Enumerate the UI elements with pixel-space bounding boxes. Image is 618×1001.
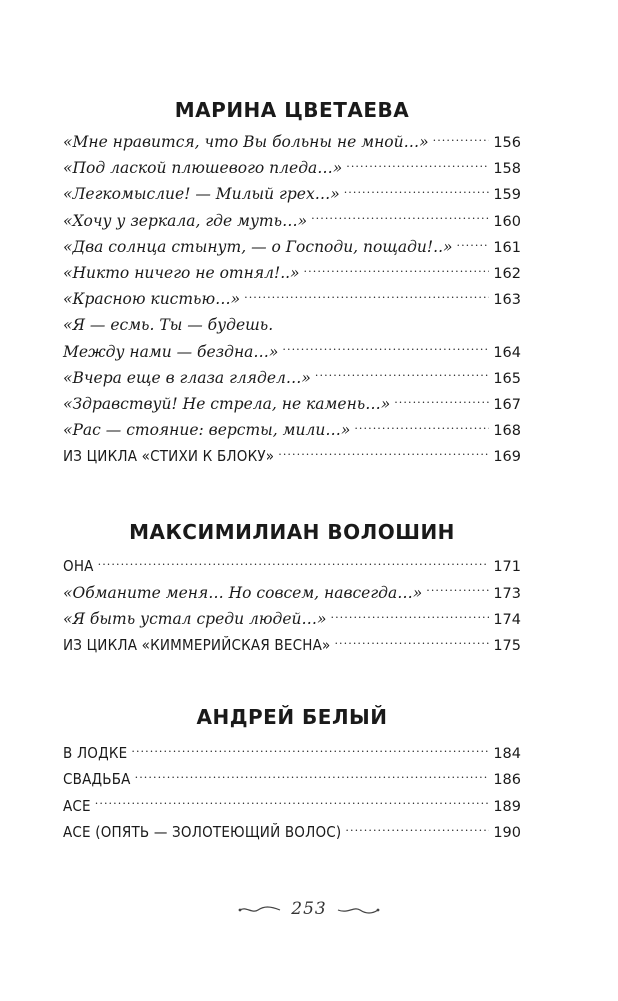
entry-page-number: 156 (493, 135, 521, 151)
entry-page-number: 158 (493, 161, 521, 178)
dot-leader (131, 744, 489, 758)
entry-page-number: 159 (493, 187, 521, 204)
entry-title: АСЕ (63, 796, 91, 815)
entry-page-number: 164 (493, 344, 521, 361)
toc-list (63, 553, 521, 658)
dot-leader (354, 421, 489, 435)
dot-leader (426, 584, 489, 598)
toc-list (63, 129, 521, 469)
toc-entry[interactable] (63, 181, 521, 207)
entry-title: «Два солнца стынут, — о Господи, пощади!..» (63, 237, 453, 256)
toc-entry-first-line[interactable] (63, 312, 521, 338)
toc-entry[interactable] (63, 417, 521, 443)
toc-entry[interactable] (63, 234, 521, 260)
entry-title: «Рас — стояние: версты, мили…» (63, 421, 351, 440)
toc-section-tsvetaeva (63, 95, 521, 469)
flourish-ornament-right-icon (336, 905, 380, 915)
entry-page-number: 163 (493, 292, 521, 309)
entry-title: «Хочу у зеркала, где муть…» (63, 211, 308, 230)
entry-page-number: 173 (493, 585, 521, 602)
entry-page-number: 160 (493, 213, 521, 230)
entry-page-number: 189 (493, 798, 521, 815)
dot-leader (95, 797, 490, 811)
page-number: 253 (291, 899, 327, 919)
toc-entry[interactable] (63, 129, 521, 155)
toc-entry[interactable] (63, 740, 521, 766)
entry-title: ИЗ ЦИКЛА «КИММЕРИЙСКАЯ ВЕСНА» (63, 636, 331, 654)
entry-page-number: 186 (493, 772, 521, 789)
entry-page-number: 171 (493, 559, 521, 576)
dot-leader (394, 395, 489, 409)
dot-leader (98, 557, 490, 571)
dot-leader (311, 212, 489, 226)
dot-leader (304, 264, 490, 278)
dot-leader (344, 185, 490, 199)
toc-entry[interactable] (63, 443, 521, 469)
dot-leader (330, 610, 489, 624)
toc-entry[interactable] (63, 819, 521, 845)
toc-entry[interactable] (63, 766, 521, 792)
toc-list (63, 740, 521, 845)
entry-page-number: 165 (493, 370, 521, 387)
dot-leader (135, 770, 490, 784)
entry-page-number: 184 (493, 746, 521, 763)
entry-title: «Здравствуй! Не стрела, не камень…» (63, 394, 391, 413)
toc-entry[interactable] (63, 793, 521, 819)
toc-section-voloshin (63, 517, 521, 658)
entry-page-number: 169 (493, 449, 521, 466)
entry-title: «Вчера еще в глаза глядел…» (63, 368, 311, 387)
dot-leader (433, 133, 490, 147)
entry-title: В ЛОДКЕ (63, 744, 128, 763)
toc-entry[interactable] (63, 339, 521, 365)
dot-leader (278, 447, 489, 461)
toc-entry[interactable] (63, 580, 521, 606)
entry-title: «Обманите меня… Но совсем, навсегда…» (63, 583, 423, 602)
entry-page-number: 162 (493, 265, 521, 282)
flourish-ornament-left-icon (238, 905, 282, 915)
toc-entry[interactable] (63, 391, 521, 417)
dot-leader (346, 159, 489, 173)
toc-entry[interactable] (63, 286, 521, 312)
table-of-contents (63, 95, 521, 845)
toc-entry[interactable] (63, 155, 521, 181)
entry-page-number: 161 (493, 239, 521, 256)
dot-leader (244, 290, 489, 304)
entry-title: «Я — есмь. Ты — будешь. (63, 316, 274, 335)
entry-title: ИЗ ЦИКЛА «СТИХИ К БЛОКУ» (63, 447, 275, 466)
entry-page-number: 190 (493, 824, 521, 841)
toc-entry[interactable] (63, 365, 521, 391)
dot-leader (315, 369, 489, 383)
dot-leader (334, 636, 489, 650)
entry-title: «Красною кистью…» (63, 290, 241, 309)
entry-title: СВАДЬБА (63, 770, 131, 789)
toc-section-bely (63, 702, 521, 845)
entry-title: «Никто ничего не отнял!..» (63, 263, 300, 282)
toc-entry[interactable] (63, 632, 521, 658)
section-title: МАРИНА ЦВЕТАЕВА (174, 98, 410, 122)
dot-leader (282, 343, 489, 357)
entry-title: Между нами — бездна…» (63, 342, 279, 361)
entry-title: «Под лаской плюшевого пледа…» (63, 159, 343, 178)
entry-title: «Мне нравится, что Вы больны не мной…» (63, 133, 429, 151)
entry-title: «Легкомыслие! — Милый грех…» (63, 185, 340, 204)
entry-title: «Я быть устал среди людей…» (63, 609, 327, 628)
entry-page-number: 167 (493, 396, 521, 413)
entry-title: АСЕ (ОПЯТЬ — ЗОЛОТЕЮЩИЙ ВОЛОС) (63, 822, 342, 841)
entry-page-number: 175 (493, 638, 521, 654)
toc-entry[interactable] (63, 553, 521, 579)
entry-title: ОНА (63, 557, 94, 576)
dot-leader (345, 823, 489, 837)
page-folio (0, 897, 618, 921)
entry-page-number: 168 (493, 423, 521, 440)
dot-leader (456, 238, 489, 252)
entry-page-number: 174 (493, 611, 521, 628)
section-title: АНДРЕЙ БЕЛЫЙ (196, 705, 388, 730)
toc-entry[interactable] (63, 606, 521, 632)
toc-entry[interactable] (63, 208, 521, 234)
section-title: МАКСИМИЛИАН ВОЛОШИН (129, 520, 455, 545)
toc-entry[interactable] (63, 260, 521, 286)
